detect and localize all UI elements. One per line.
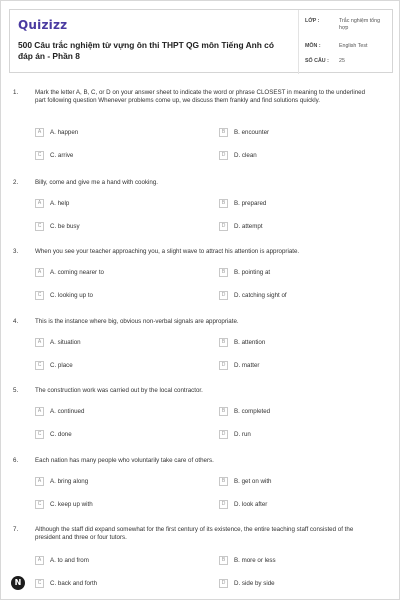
option-text: B. completed xyxy=(234,408,271,415)
option-letter-box[interactable]: C xyxy=(35,151,44,160)
option-letter-box[interactable]: D xyxy=(219,430,228,439)
option-text: B. prepared xyxy=(234,200,267,207)
option-text: C. looking up to xyxy=(50,292,93,299)
option-text: A. continued xyxy=(50,408,85,415)
option-text: C. back and forth xyxy=(50,580,98,587)
option-letter-box[interactable]: D xyxy=(219,579,228,588)
option-letter-box[interactable]: B xyxy=(219,407,228,416)
option-letter-box[interactable]: D xyxy=(219,500,228,509)
option-text: D. attempt xyxy=(234,223,263,230)
option-text: A. help xyxy=(50,200,70,207)
option-text: A. coming nearer to xyxy=(50,269,104,276)
question-text: Billy, come and give me a hand with cooking. xyxy=(35,179,159,186)
option-text: D. look after xyxy=(234,501,268,508)
question-text: When you see your teacher approaching you, a slight wave to attract his attention is appropriate. xyxy=(35,248,300,255)
meta-class-label: LỚP : xyxy=(305,18,320,24)
meta-count-value: 25 xyxy=(339,58,345,64)
option-text: C. arrive xyxy=(50,152,74,159)
option-letter-box[interactable]: B xyxy=(219,338,228,347)
option-text: B. encounter xyxy=(234,129,270,136)
option-letter-box[interactable]: C xyxy=(35,430,44,439)
meta-count-label: SỐ CÂU : xyxy=(305,58,329,64)
question-text: The construction work was carried out by the local contractor. xyxy=(35,387,203,394)
option-text: D. run xyxy=(234,431,251,438)
option-letter-box[interactable]: A xyxy=(35,407,44,416)
question-text: Mark the letter A, B, C, or D on your answer sheet to indicate the word or phrase CLOSEST in meaning to the underlined part following question Whenever problems come up, we discuss them frankly and find solutions quickly. xyxy=(35,89,366,105)
option-text: A. bring along xyxy=(50,478,89,485)
option-text: B. attention xyxy=(234,339,266,346)
question-number: 7. xyxy=(13,526,19,533)
meta-panel xyxy=(298,10,394,74)
option-letter-box[interactable]: D xyxy=(219,291,228,300)
option-text: C. place xyxy=(50,362,73,369)
meta-class-value: Trắc nghiệm tổng hợp xyxy=(339,18,381,31)
option-text: D. clean xyxy=(234,152,257,159)
option-letter-box[interactable]: A xyxy=(35,268,44,277)
option-letter-box[interactable]: C xyxy=(35,222,44,231)
question-text: Each nation has many people who voluntarily take care of others. xyxy=(35,457,214,464)
option-text: A. to and from xyxy=(50,557,89,564)
option-letter-box[interactable]: B xyxy=(219,268,228,277)
option-letter-box[interactable]: C xyxy=(35,361,44,370)
option-text: D. side by side xyxy=(234,580,275,587)
option-text: D. matter xyxy=(234,362,260,369)
option-letter-box[interactable]: C xyxy=(35,500,44,509)
option-letter-box[interactable]: D xyxy=(219,222,228,231)
option-letter-box[interactable]: A xyxy=(35,338,44,347)
question-text: This is the instance where big, obvious non-verbal signals are appropriate. xyxy=(35,318,239,325)
meta-subject-label: MÔN : xyxy=(305,43,321,49)
option-letter-box[interactable]: A xyxy=(35,199,44,208)
option-letter-box[interactable]: B xyxy=(219,556,228,565)
n-badge-icon[interactable]: N xyxy=(11,576,25,590)
option-text: C. be busy xyxy=(50,223,80,230)
question-number: 4. xyxy=(13,318,19,325)
option-text: A. happen xyxy=(50,129,79,136)
meta-subject-value: English Test xyxy=(339,43,368,49)
question-number: 1. xyxy=(13,89,19,96)
option-text: B. pointing at xyxy=(234,269,271,276)
option-letter-box[interactable]: D xyxy=(219,151,228,160)
question-number: 5. xyxy=(13,387,19,394)
option-letter-box[interactable]: A xyxy=(35,128,44,137)
option-letter-box[interactable]: C xyxy=(35,579,44,588)
question-text: Although the staff did expand somewhat for the first century of its existence, the entire teaching staff consisted of the president and three or four tutors. xyxy=(35,526,354,542)
option-letter-box[interactable]: A xyxy=(35,556,44,565)
option-text: A. situation xyxy=(50,339,81,346)
option-letter-box[interactable]: D xyxy=(219,361,228,370)
worksheet-title: 500 Câu trắc nghiệm từ vựng ôn thi THPT QG môn Tiếng Anh có đáp án - Phần 8 xyxy=(18,40,274,61)
option-letter-box[interactable]: C xyxy=(35,291,44,300)
option-letter-box[interactable]: B xyxy=(219,477,228,486)
question-number: 6. xyxy=(13,457,19,464)
question-number: 2. xyxy=(13,179,19,186)
option-text: D. catching sight of xyxy=(234,292,287,299)
question-number: 3. xyxy=(13,248,19,255)
option-letter-box[interactable]: B xyxy=(219,128,228,137)
option-letter-box[interactable]: A xyxy=(35,477,44,486)
option-text: B. get on with xyxy=(234,478,272,485)
option-letter-box[interactable]: B xyxy=(219,199,228,208)
option-text: C. done xyxy=(50,431,72,438)
option-text: B. more or less xyxy=(234,557,276,564)
option-text: C. keep up with xyxy=(50,501,93,508)
worksheet-header xyxy=(9,9,393,73)
quizizz-logo[interactable]: Quizizz xyxy=(18,18,68,32)
